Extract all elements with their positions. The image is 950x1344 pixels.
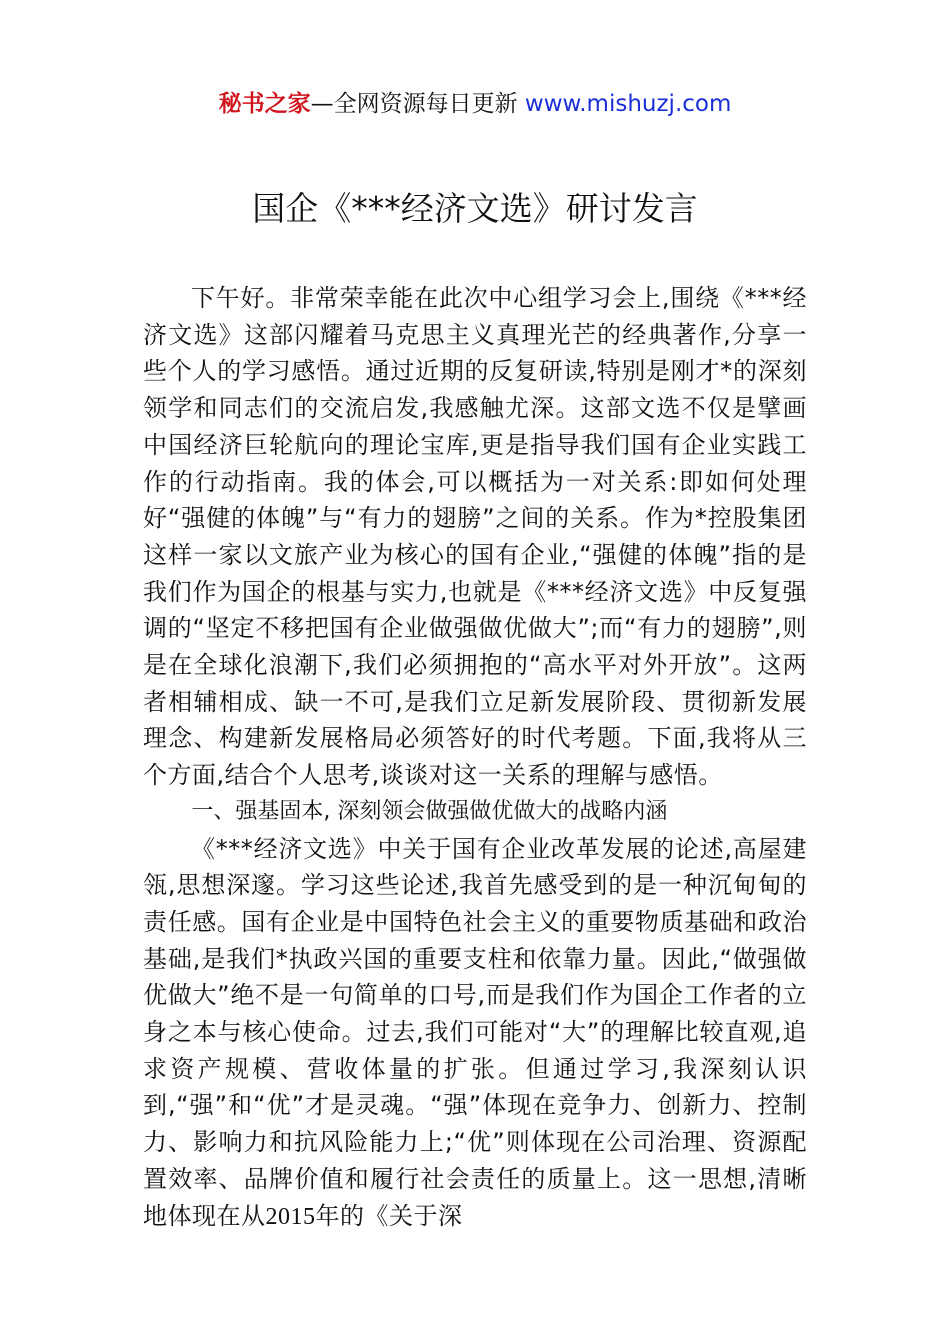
- header-tagline: —全网资源每日更新: [310, 91, 525, 117]
- site-header: [0, 88, 950, 120]
- site-url-link[interactable]: www.mishuzj.com: [524, 91, 732, 117]
- intro-paragraph: 下午好。非常荣幸能在此次中心组学习会上,围绕《***经济文选》这部闪耀着马克思主义真理光芒的经典著作,分享一些个人的学习感悟。通过近期的反复研读,特别是刚才*的深刻领学和同志们的交流启发,我感触尤深。这部文选不仅是擘画中国经济巨轮航向的理论宝库,更是指导我们国有企业实践工作的行动指南。我的体会,可以概括为一对关系:即如何处理好“强健的体魄”与“有力的翅膀”之间的关系。作为*控股集团这样一家以文旅产业为核心的国有企业,“强健的体魄”指的是我们作为国企的根基与实力,也就是《***经济文选》中反复强调的“坚定不移把国有企业做强做优做大”;而“有力的翅膀”,则是在全球化浪潮下,我们必须拥抱的“高水平对外开放”。这两者相辅相成、缺一不可,是我们立足新发展阶段、贯彻新发展理念、构建新发展格局必须答好的时代考题。下面,我将从三个方面,结合个人思考,谈谈对这一关系的理解与感悟。: [143, 284, 807, 790]
- section-paragraph: [143, 831, 807, 1236]
- section-heading: 一、强基固本, 深刻领会做强做优做大的战略内涵: [191, 798, 668, 824]
- document-title: 国企《***经济文选》研讨发言: [252, 189, 698, 228]
- brand-name: 秘书之家: [218, 91, 311, 117]
- section-year: 2015: [265, 1203, 316, 1230]
- section-paragraph-text: 《***经济文选》中关于国有企业改革发展的论述,高屋建瓴,思想深邃。学习这些论述,我首先感受到的是一种沉甸甸的责任感。国有企业是中国特色社会主义的重要物质基础和政治基础,是我们*执政兴国的重要支柱和依靠力量。因此,“做强做优做大”绝不是一句简单的口号,而是我们作为国企工作者的立身之本与核心使命。过去,我们可能对“大”的理解比较直观,追求资产规模、营收体量的扩张。但通过学习,我深刻认识到,“强”和“优”才是灵魂。“强”体现在竞争力、创新力、控制力、影响力和抗风险能力上;“优”则体现在公司治理、资源配置效率、品牌价值和履行社会责任的质量上。这一思想,清晰地体现在从: [143, 834, 807, 1230]
- document-body: [143, 280, 807, 1235]
- section-paragraph-tail: 年的《关于深: [315, 1201, 463, 1230]
